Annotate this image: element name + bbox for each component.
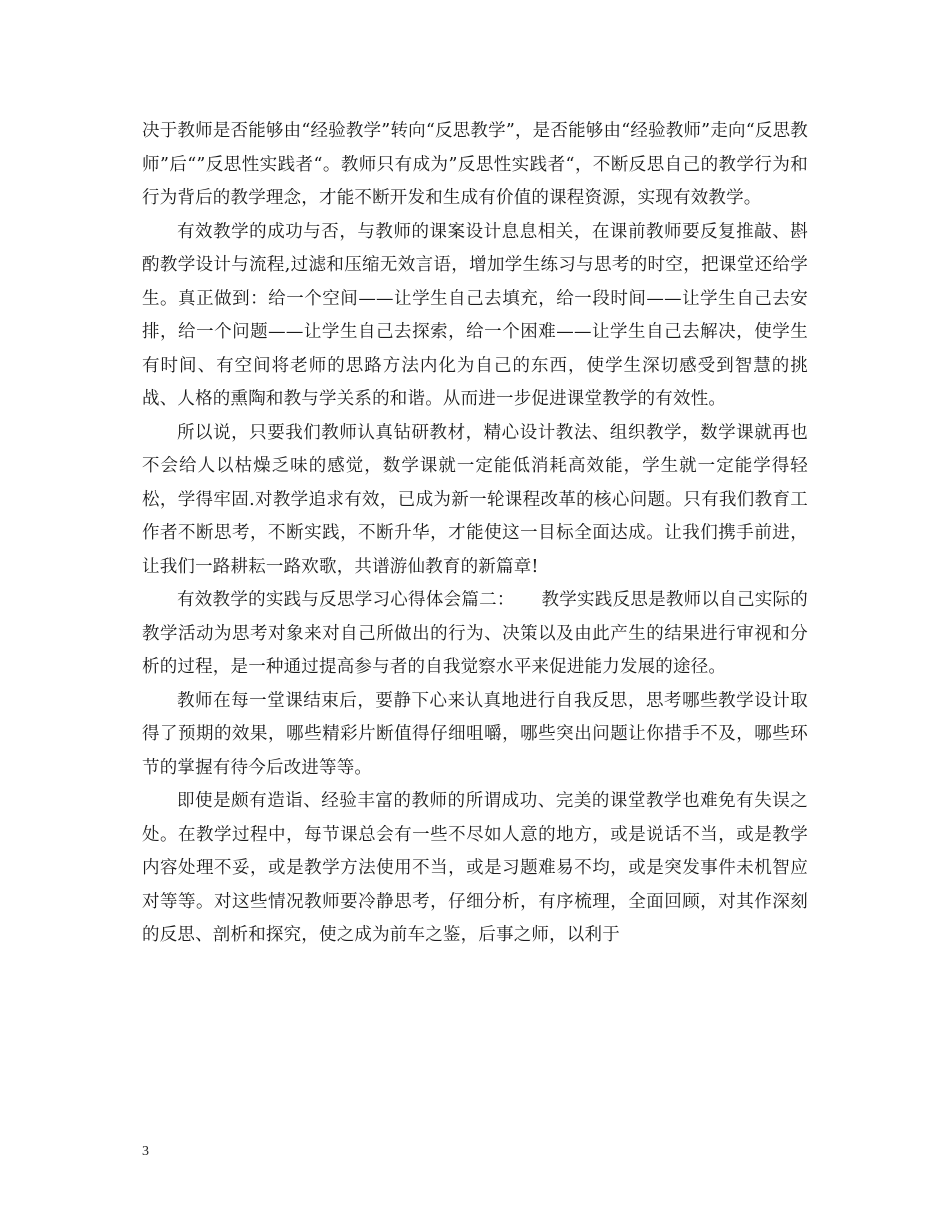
- paragraph-3: 所以说，只要我们教师认真钻研教材，精心设计教法、组织教学，数学课就再也不会给人以枯燥乏味的感觉，数学课就一定能低消耗高效能，学生就一定能学得轻松，学得牢固.对教学追求有效，已成为新一轮课程改革的核心问题。只有我们教育工作者不断思考，不断实践，不断升华，才能使这一目标全面达成。让我们携手前进，让我们一路耕耘一路欢歌，共谱游仙教育的新篇章!: [142, 422, 808, 577]
- document-body: [142, 115, 808, 953]
- paragraph-5: 教师在每一堂课结束后，要静下心来认真地进行自我反思，思考哪些教学设计取得了预期的效果，哪些精彩片断值得仔细咀嚼，哪些突出问题让你措手不及，哪些环节的掌握有待今后改进等等。: [142, 690, 808, 778]
- paragraph-2: 有效教学的成功与否，与教师的课案设计息息相关，在课前教师要反复推敲、斟酌教学设计与流程,过滤和压缩无效言语，增加学生练习与思考的时空，把课堂还给学生。真正做到：给一个空间——让学生自己去填充，给一段时间——让学生自己去安排，给一个问题——让学生自己去探索，给一个困难——让学生自己去解决，使学生有时间、有空间将老师的思路方法内化为自己的东西，使学生深切感受到智慧的挑战、人格的熏陶和教与学关系的和谐。从而进一步促进课堂教学的有效性。: [142, 221, 808, 409]
- paragraph-6: 即使是颇有造诣、经验丰富的教师的所谓成功、完美的课堂教学也难免有失误之处。在教学过程中，每节课总会有一些不尽如人意的地方，或是说话不当，或是教学内容处理不妥，或是教学方法使用不当，或是习题难易不均，或是突发事件未机智应对等等。对这些情况教师要冷静思考，仔细分析，有序梳理，全面回顾，对其作深刻的反思、剖析和探究，使之成为前车之鉴，后事之师，以利于: [142, 791, 808, 945]
- page-number: 3: [142, 1144, 149, 1159]
- paragraph-4: 有效教学的实践与反思学习心得体会篇二： 教学实践反思是教师以自己实际的教学活动为思考对象来对自己所做出的行为、决策以及由此产生的结果进行审视和分析的过程，是一种通过提高参与者的自我觉察水平来促进能力发展的途径。: [142, 590, 808, 677]
- paragraph-1: 决于教师是否能够由“经验教学”转向“反思教学”，是否能够由“经验教师”走向“反思教师”后“”反思性实践者“。教师只有成为”反思性实践者“，不断反思自己的教学行为和行为背后的教学理念，才能不断开发和生成有价值的课程资源，实现有效教学。: [142, 121, 808, 208]
